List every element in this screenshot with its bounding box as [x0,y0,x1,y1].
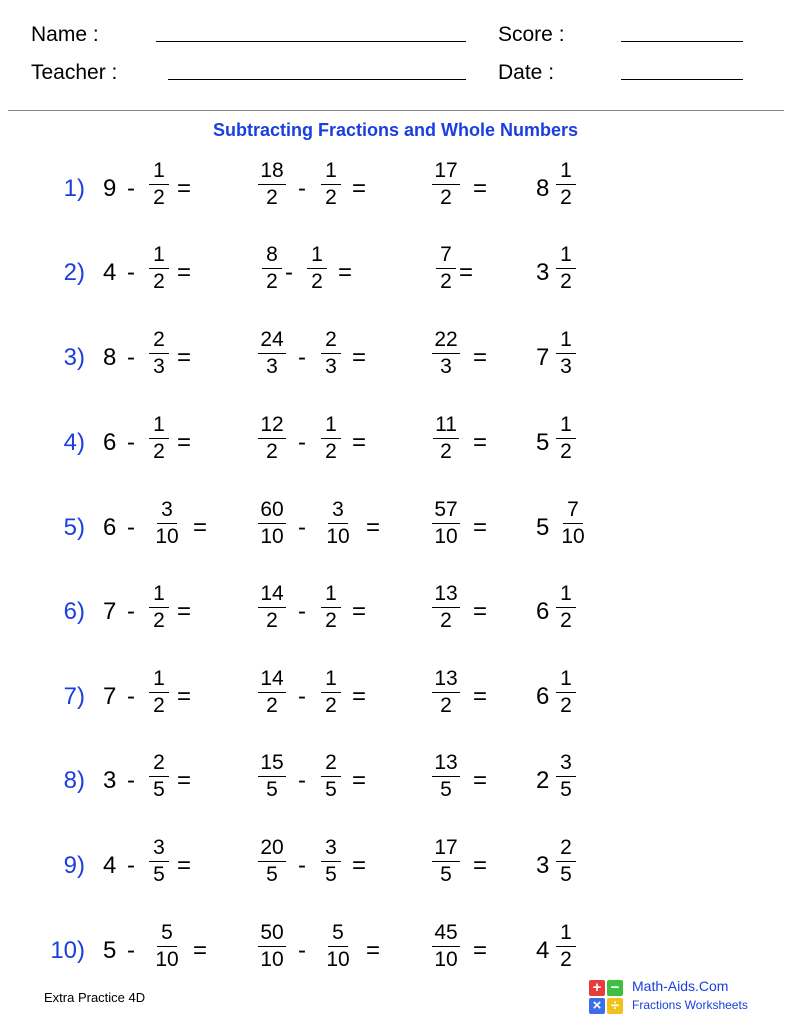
converted-fraction-numerator: 20 [258,836,285,862]
answer-whole: 5 [536,514,550,541]
difference-fraction [426,921,466,972]
minus-sign: - [127,175,135,202]
answer-fraction-denominator: 3 [560,355,572,378]
equals-sign: = [473,683,488,710]
minus-sign: - [298,514,306,541]
difference-fraction-numerator: 13 [432,582,459,608]
minus-sign: - [298,683,306,710]
minus-sign: - [298,598,306,625]
difference-fraction-denominator: 3 [440,355,452,378]
whole-number: 7 [103,598,117,625]
difference-fraction [426,413,466,464]
subtrahend-fraction-denominator: 2 [153,609,165,632]
equals-sign: = [177,259,192,286]
subtrahend-fraction-repeat-numerator: 1 [321,582,341,608]
teacher-field[interactable] [168,79,466,80]
answer-fraction [546,159,586,210]
answer-fraction [546,836,586,887]
answer-fraction-numerator: 1 [556,667,576,693]
answer-fraction-numerator: 1 [556,582,576,608]
subtrahend-fraction-repeat-numerator: 2 [321,751,341,777]
converted-fraction-numerator: 18 [258,159,285,185]
problem-row [0,159,791,219]
whole-number: 6 [103,429,117,456]
difference-fraction-denominator: 2 [440,186,452,209]
equals-sign: = [352,175,367,202]
subtrahend-fraction-repeat-denominator: 2 [325,440,337,463]
divide-icon: ÷ [607,998,623,1014]
subtrahend-fraction-denominator: 2 [153,694,165,717]
subtrahend-fraction-numerator: 5 [157,921,177,947]
subtrahend-fraction-numerator: 1 [149,413,169,439]
converted-fraction-numerator: 12 [258,413,285,439]
subtrahend-fraction-denominator: 5 [153,778,165,801]
subtrahend-fraction-repeat-denominator: 10 [326,948,350,971]
difference-fraction-numerator: 13 [432,667,459,693]
problem-row [0,413,791,473]
whole-number: 8 [103,344,117,371]
minus-sign: - [127,683,135,710]
minus-sign: - [298,344,306,371]
subtrahend-fraction-denominator: 2 [153,440,165,463]
converted-fraction-denominator: 10 [260,948,284,971]
equals-sign: = [193,514,208,541]
converted-fraction-denominator: 2 [266,694,278,717]
converted-fraction-denominator: 2 [266,440,278,463]
answer-fraction-denominator: 2 [560,186,572,209]
problem-row [0,667,791,727]
subtrahend-fraction-repeat-numerator: 3 [328,498,348,524]
answer-whole: 3 [536,852,550,879]
answer-fraction [553,498,593,549]
answer-whole: 7 [536,344,550,371]
subtrahend-fraction [139,836,179,887]
subtrahend-fraction [139,243,179,294]
equals-sign: = [352,598,367,625]
answer-fraction [546,413,586,464]
answer-fraction [546,667,586,718]
subtrahend-fraction-repeat-numerator: 1 [321,413,341,439]
subtrahend-fraction-denominator: 2 [153,270,165,293]
subtrahend-fraction-repeat-denominator: 5 [325,863,337,886]
problem-row [0,836,791,896]
problem-row [0,751,791,811]
equals-sign: = [366,937,381,964]
subtrahend-fraction-numerator: 3 [157,498,177,524]
answer-fraction [546,751,586,802]
subtrahend-fraction [147,921,187,972]
converted-fraction-denominator: 3 [266,355,278,378]
converted-fraction [252,328,292,379]
answer-fraction-denominator: 2 [560,948,572,971]
problem-number: 5) [63,514,85,541]
subtrahend-fraction-repeat-denominator: 3 [325,355,337,378]
whole-number: 4 [103,852,117,879]
subtrahend-fraction-repeat-denominator: 2 [325,609,337,632]
answer-fraction [546,328,586,379]
score-field[interactable] [621,41,743,42]
subtrahend-fraction-repeat-denominator: 2 [325,186,337,209]
answer-fraction [546,921,586,972]
times-icon: × [589,998,605,1014]
answer-fraction-numerator: 3 [556,751,576,777]
difference-fraction-denominator: 5 [440,863,452,886]
minus-sign: - [127,598,135,625]
subtrahend-fraction-repeat-numerator: 1 [321,667,341,693]
name-label: Name : [31,23,99,46]
equals-sign: = [338,259,353,286]
answer-whole: 8 [536,175,550,202]
converted-fraction [252,751,292,802]
problem-number: 9) [63,852,85,879]
brand-subtitle: Fractions Worksheets [632,998,748,1012]
minus-sign: - [285,259,293,286]
subtrahend-fraction-numerator: 1 [149,243,169,269]
answer-fraction-denominator: 2 [560,270,572,293]
subtrahend-fraction-repeat-denominator: 10 [326,525,350,548]
equals-sign: = [473,937,488,964]
converted-fraction-numerator: 24 [258,328,285,354]
subtrahend-fraction-numerator: 2 [149,328,169,354]
subtrahend-fraction-numerator: 1 [149,582,169,608]
difference-fraction-denominator: 2 [440,694,452,717]
minus-icon: − [607,980,623,996]
minus-sign: - [298,175,306,202]
equals-sign: = [473,514,488,541]
difference-fraction-numerator: 22 [432,328,459,354]
answer-fraction-denominator: 10 [561,525,585,548]
subtrahend-fraction-denominator: 5 [153,863,165,886]
difference-fraction-denominator: 10 [434,948,458,971]
plus-icon: + [589,980,605,996]
subtrahend-fraction-repeat-denominator: 5 [325,778,337,801]
minus-sign: - [298,429,306,456]
equals-sign: = [177,175,192,202]
converted-fraction-numerator: 60 [258,498,285,524]
subtrahend-fraction-numerator: 1 [149,159,169,185]
equals-sign: = [352,767,367,794]
answer-fraction-denominator: 2 [560,609,572,632]
difference-fraction-numerator: 7 [436,243,456,269]
equals-sign: = [193,937,208,964]
subtrahend-fraction [139,328,179,379]
name-field[interactable] [156,41,466,42]
answer-whole: 2 [536,767,550,794]
whole-number: 4 [103,259,117,286]
whole-number: 9 [103,175,117,202]
problem-number: 8) [63,767,85,794]
converted-fraction [252,921,292,972]
answer-fraction-numerator: 1 [556,159,576,185]
brand-name[interactable]: Math-Aids.Com [632,978,729,994]
answer-fraction-denominator: 5 [560,863,572,886]
subtrahend-fraction-denominator: 3 [153,355,165,378]
converted-fraction [252,159,292,210]
minus-sign: - [127,514,135,541]
subtrahend-fraction-repeat [311,413,351,464]
math-aids-logo [589,980,623,1014]
minus-sign: - [127,344,135,371]
equals-sign: = [473,852,488,879]
subtrahend-fraction-repeat-denominator: 2 [311,270,323,293]
minus-sign: - [127,937,135,964]
answer-fraction-denominator: 5 [560,778,572,801]
worksheet-title: Subtracting Fractions and Whole Numbers [212,120,579,140]
difference-fraction-numerator: 17 [432,836,459,862]
difference-fraction-denominator: 2 [440,270,452,293]
minus-sign: - [298,767,306,794]
answer-whole: 5 [536,429,550,456]
minus-sign: - [127,429,135,456]
subtrahend-fraction-repeat-numerator: 5 [328,921,348,947]
subtrahend-fraction-repeat [311,836,351,887]
problem-row [0,582,791,642]
subtrahend-fraction-numerator: 1 [149,667,169,693]
difference-fraction-denominator: 10 [434,525,458,548]
answer-fraction [546,243,586,294]
equals-sign: = [366,514,381,541]
subtrahend-fraction-denominator: 10 [155,948,179,971]
equals-sign: = [177,683,192,710]
difference-fraction-numerator: 13 [432,751,459,777]
difference-fraction [426,159,466,210]
header-divider [8,110,784,111]
subtrahend-fraction-repeat [311,667,351,718]
subtrahend-fraction-repeat-numerator: 3 [321,836,341,862]
converted-fraction-denominator: 2 [266,186,278,209]
problem-number: 3) [63,344,85,371]
equals-sign: = [352,429,367,456]
equals-sign: = [177,767,192,794]
subtrahend-fraction [139,667,179,718]
difference-fraction [426,667,466,718]
converted-fraction-numerator: 14 [258,582,285,608]
subtrahend-fraction-repeat-denominator: 2 [325,694,337,717]
problem-row [0,498,791,558]
subtrahend-fraction [139,413,179,464]
answer-whole: 6 [536,683,550,710]
problem-row [0,243,791,303]
date-field[interactable] [621,79,743,80]
difference-fraction-denominator: 5 [440,778,452,801]
converted-fraction-denominator: 5 [266,863,278,886]
converted-fraction [252,836,292,887]
date-label: Date : [498,61,555,84]
difference-fraction-numerator: 57 [432,498,459,524]
difference-fraction [426,751,466,802]
equals-sign: = [352,683,367,710]
equals-sign: = [473,429,488,456]
problem-number: 1) [63,175,85,202]
whole-number: 6 [103,514,117,541]
problem-number: 10) [50,937,85,964]
equals-sign: = [177,344,192,371]
subtrahend-fraction-numerator: 3 [149,836,169,862]
minus-sign: - [298,852,306,879]
subtrahend-fraction-repeat [311,159,351,210]
answer-fraction [546,582,586,633]
converted-fraction [252,498,292,549]
equals-sign: = [473,344,488,371]
problem-row [0,328,791,388]
converted-fraction-denominator: 2 [266,609,278,632]
subtrahend-fraction-repeat [318,498,358,549]
problem-number: 7) [63,683,85,710]
answer-whole: 6 [536,598,550,625]
problem-row [0,921,791,981]
difference-fraction-denominator: 2 [440,609,452,632]
problem-number: 6) [63,598,85,625]
answer-fraction-numerator: 1 [556,243,576,269]
minus-sign: - [127,852,135,879]
minus-sign: - [298,937,306,964]
equals-sign: = [352,852,367,879]
equals-sign: = [177,598,192,625]
subtrahend-fraction-repeat-numerator: 1 [321,159,341,185]
answer-fraction-numerator: 1 [556,921,576,947]
difference-fraction-numerator: 17 [432,159,459,185]
answer-fraction-denominator: 2 [560,440,572,463]
problem-number: 4) [63,429,85,456]
answer-fraction-numerator: 1 [556,413,576,439]
subtrahend-fraction-repeat [311,751,351,802]
difference-fraction [426,582,466,633]
score-label: Score : [498,23,565,46]
answer-fraction-numerator: 2 [556,836,576,862]
difference-fraction [426,328,466,379]
difference-fraction [426,498,466,549]
difference-fraction-numerator: 45 [432,921,459,947]
answer-fraction-denominator: 2 [560,694,572,717]
answer-fraction-numerator: 1 [556,328,576,354]
subtrahend-fraction [139,582,179,633]
subtrahend-fraction-denominator: 2 [153,186,165,209]
subtrahend-fraction-repeat [311,328,351,379]
answer-whole: 3 [536,259,550,286]
whole-number: 5 [103,937,117,964]
converted-fraction [252,582,292,633]
equals-sign: = [177,852,192,879]
equals-sign: = [177,429,192,456]
subtrahend-fraction [139,751,179,802]
converted-fraction-numerator: 14 [258,667,285,693]
subtrahend-fraction-denominator: 10 [155,525,179,548]
problem-number: 2) [63,259,85,286]
subtrahend-fraction-repeat [311,582,351,633]
equals-sign: = [459,259,474,286]
difference-fraction-numerator: 11 [433,413,459,439]
answer-whole: 4 [536,937,550,964]
subtrahend-fraction-repeat [318,921,358,972]
converted-fraction [252,667,292,718]
minus-sign: - [127,767,135,794]
converted-fraction-numerator: 15 [258,751,285,777]
whole-number: 3 [103,767,117,794]
converted-fraction-numerator: 8 [262,243,282,269]
converted-fraction-denominator: 5 [266,778,278,801]
subtrahend-fraction-numerator: 2 [149,751,169,777]
subtrahend-fraction [139,159,179,210]
subtrahend-fraction-repeat-numerator: 2 [321,328,341,354]
difference-fraction [426,836,466,887]
equals-sign: = [473,598,488,625]
converted-fraction-numerator: 50 [258,921,285,947]
minus-sign: - [127,259,135,286]
whole-number: 7 [103,683,117,710]
equals-sign: = [352,344,367,371]
worksheet-id: Extra Practice 4D [44,990,146,1005]
subtrahend-fraction-repeat [297,243,337,294]
difference-fraction-denominator: 2 [440,440,452,463]
answer-fraction-numerator: 7 [563,498,583,524]
equals-sign: = [473,767,488,794]
converted-fraction-denominator: 10 [260,525,284,548]
equals-sign: = [473,175,488,202]
converted-fraction-denominator: 2 [266,270,278,293]
teacher-label: Teacher : [31,61,118,84]
subtrahend-fraction [147,498,187,549]
subtrahend-fraction-repeat-numerator: 1 [307,243,327,269]
converted-fraction [252,413,292,464]
